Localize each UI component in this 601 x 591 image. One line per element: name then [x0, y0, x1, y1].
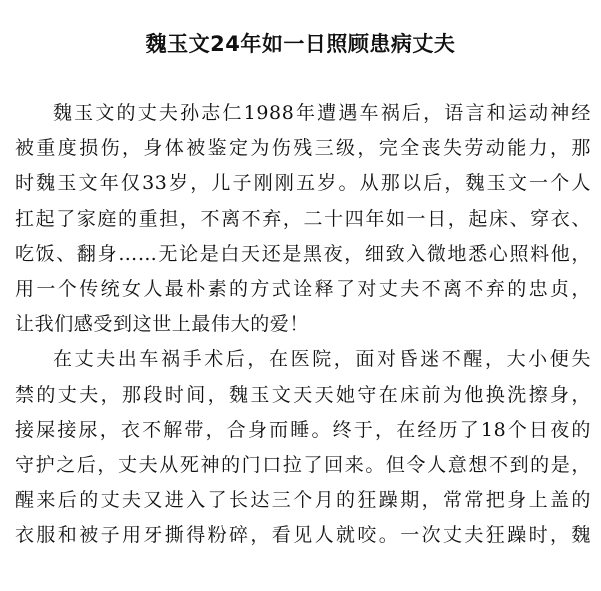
paragraph-line: 守护之后，丈夫从死神的门口拉了回来。但令人意想不到的是，	[15, 453, 591, 476]
paragraph-line: 在丈夫出车祸手术后，在医院，面对昏迷不醒，大小便失	[53, 348, 591, 371]
paragraph-line: 醒来后的丈夫又进入了长达三个月的狂躁期，常常把身上盖的	[15, 489, 591, 512]
paragraph-line: 禁的丈夫，那段时间，魏玉文天天她守在床前为他换洗擦身，	[15, 383, 591, 406]
paragraph-line: 扛起了家庭的重担，不离不弃，二十四年如一日，起床、穿衣、	[15, 207, 591, 230]
paragraph-line: 让我们感受到这世上最伟大的爱！	[15, 313, 310, 336]
paragraph-line: 被重度损伤，身体被鉴定为伤残三级，完全丧失劳动能力，那	[15, 137, 591, 160]
paragraph-2	[15, 342, 591, 553]
paragraph-line: 衣服和被子用牙撕得粉碎，看见人就咬。一次丈夫狂躁时，魏	[15, 524, 591, 547]
document-body	[15, 96, 591, 553]
paragraph-line: 吃饭、翻身……无论是白天还是黑夜，细致入微地悉心照料他，	[15, 242, 591, 265]
paragraph-line: 用一个传统女人最朴素的方式诠释了对丈夫不离不弃的忠贞，	[15, 277, 591, 300]
paragraph-line: 时魏玉文年仅33岁，儿子刚刚五岁。从那以后，魏玉文一个人	[15, 172, 591, 195]
paragraph-line: 接屎接尿，衣不解带，合身而睡。终于，在经历了18个日夜的	[15, 418, 591, 441]
paragraph-1	[15, 96, 591, 342]
paragraph-line: 魏玉文的丈夫孙志仁1988年遭遇车祸后，语言和运动神经	[53, 102, 591, 124]
document-title: 魏玉文24年如一日照顾患病丈夫	[145, 32, 456, 56]
